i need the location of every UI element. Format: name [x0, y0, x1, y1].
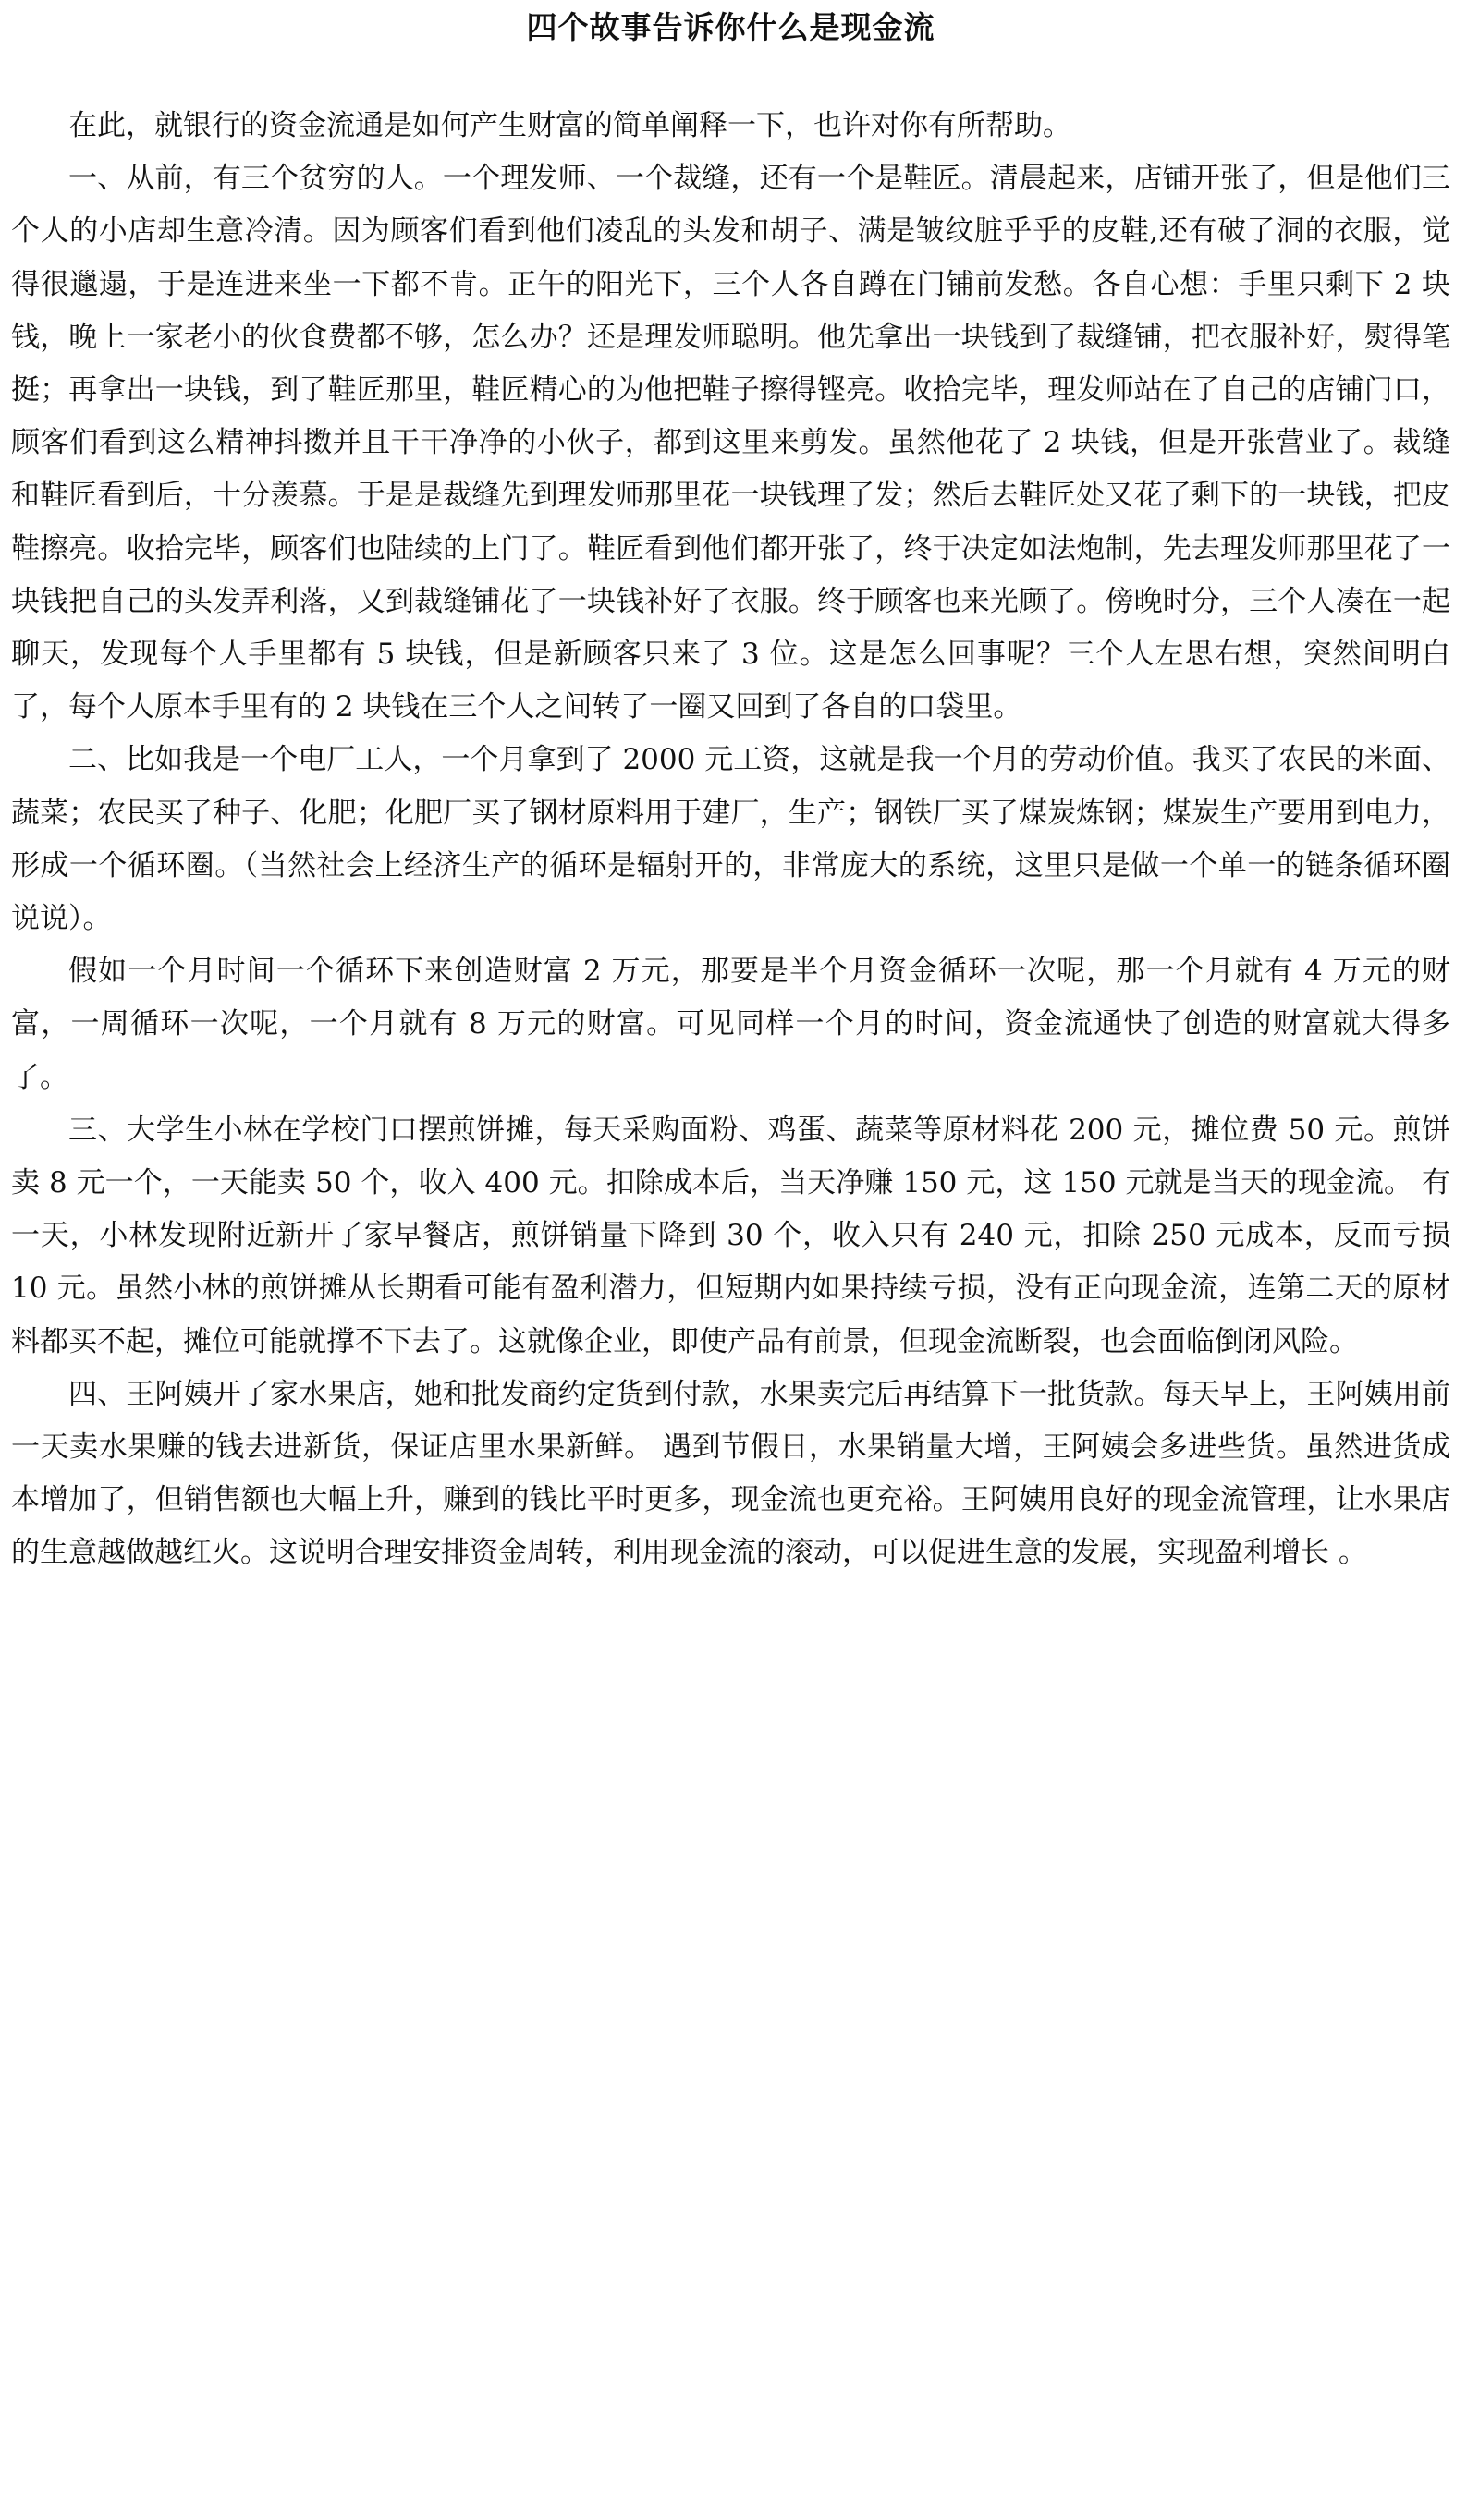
paragraph-story-two: 二、比如我是一个电厂工人，一个月拿到了 2000 元工资，这就是我一个月的劳动价值。我买了农民的米面、蔬菜；农民买了种子、化肥；化肥厂买了钢材原料用于建厂，生产；钢铁厂买了煤炭炼钢；煤炭生产要用到电力，形成一个循环圈。（当然社会上经济生产的循环是辐射开的，非常庞大的系统，这里只是做一个单一的链条循环圈说说）。 [11, 743, 1450, 936]
paragraph-story-one: 一、从前，有三个贫穷的人。一个理发师、一个裁缝，还有一个是鞋匠。清晨起来，店铺开张了，但是他们三个人的小店却生意冷清。因为顾客们看到他们凌乱的头发和胡子、满是皱纹脏乎乎的皮鞋,还有破了洞的衣服，觉得很邋遢，于是连进来坐一下都不肯。正午的阳光下，三个人各自蹲在门铺前发愁。各自心想：手里只剩下 2 块钱，晚上一家老小的伙食费都不够，怎么办？还是理发师聪明。他先拿出一块钱到了裁缝铺，把衣服补好，熨得笔挺；再拿出一块钱，到了鞋匠那里，鞋匠精心的为他把鞋子擦得铿亮。收拾完毕，理发师站在了自己的店铺门口，顾客们看到这么精神抖擞并且干干净净的小伙子，都到这里来剪发。虽然他花了 2 块钱，但是开张营业了。裁缝和鞋匠看到后，十分羡慕。于是是裁缝先到理发师那里花一块钱理了发；然后去鞋匠处又花了剩下的一块钱，把皮鞋擦亮。收拾完毕，顾客们也陆续的上门了。鞋匠看到他们都开张了，终于决定如法炮制，先去理发师那里花了一块钱把自己的头发弄利落，又到裁缝铺花了一块钱补好了衣服。终于顾客也来光顾了。傍晚时分，三个人凑在一起聊天，发现每个人手里都有 5 块钱，但是新顾客只来了 3 位。这是怎么回事呢？三个人左思右想，突然间明白了，每个人原本手里有的 2 块钱在三个人之间转了一圈又回到了各自的口袋里。 [11, 162, 1450, 724]
paragraph-story-two-continued: 假如一个月时间一个循环下来创造财富 2 万元，那要是半个月资金循环一次呢，那一个月就有 4 万元的财富，一周循环一次呢，一个月就有 8 万元的财富。可见同样一个月的时间，资金流通快了创造的财富就大得多了。 [11, 955, 1450, 1094]
paragraph-intro: 在此，就银行的资金流通是如何产生财富的简单阐释一下，也许对你有所帮助。 [68, 109, 1071, 142]
paragraph-story-four: 四、王阿姨开了家水果店，她和批发商约定货到付款，水果卖完后再结算下一批货款。每天早上，王阿姨用前一天卖水果赚的钱去进新货，保证店里水果新鲜。 遇到节假日，水果销量大增，王阿姨会多进些货。虽然进货成本增加了，但销售额也大幅上升，赚到的钱比平时更多，现金流也更充裕。王阿姨用良好的现金流管理，让水果店的生意越做越红火。这说明合理安排资金周转，利用现金流的滚动，可以促进生意的发展，实现盈利增长 。 [11, 1377, 1450, 1570]
document-title: 四个故事告诉你什么是现金流 [526, 9, 935, 45]
paragraph-story-three: 三、大学生小林在学校门口摆煎饼摊，每天采购面粉、鸡蛋、蔬菜等原材料花 200 元，摊位费 50 元。煎饼卖 8 元一个，一天能卖 50 个，收入 400 元。扣除成本后，当天净赚 150 元，这 150 元就是当天的现金流。 有一天，小林发现附近新开了家早餐店，煎饼销量下降到 30 个，收入只有 240 元，扣除 250 元成本，反而亏损 10 元。虽然小林的煎饼摊从长期看可能有盈利潜力，但短期内如果持续亏损，没有正向现金流，连第二天的原材料都买不起，摊位可能就撑不下去了。这就像企业，即使产品有前景，但现金流断裂，也会面临倒闭风险。 [11, 1113, 1450, 1358]
document-body [11, 100, 1450, 1580]
